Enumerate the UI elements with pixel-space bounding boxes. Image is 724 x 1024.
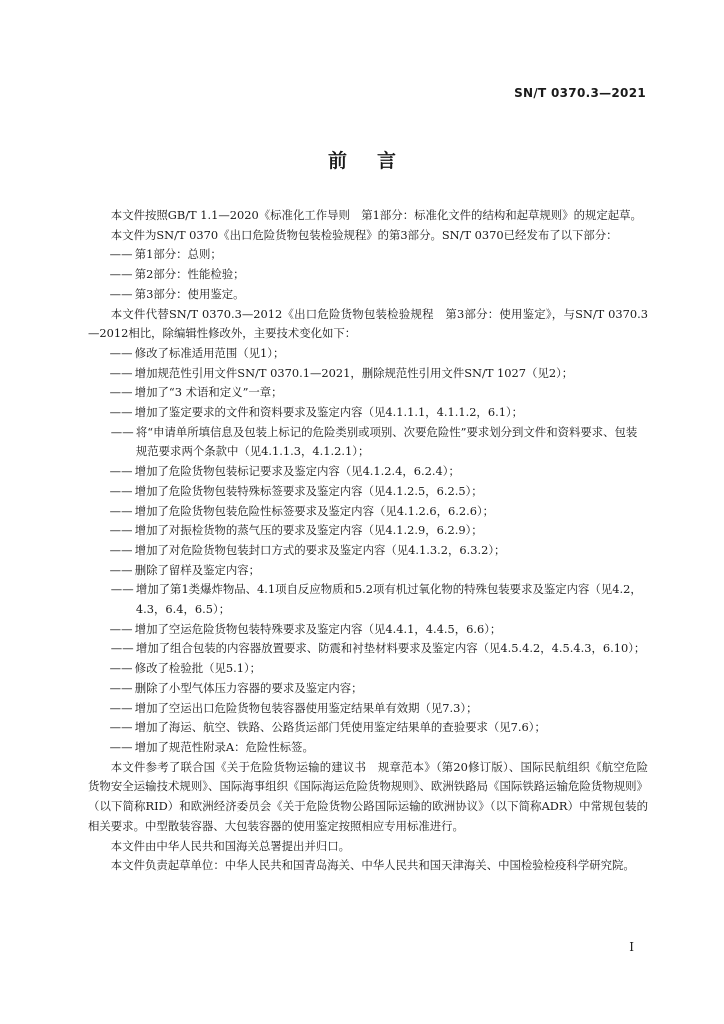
list-dash: —— xyxy=(109,345,133,360)
list-item: —— 删除了留样及鉴定内容； xyxy=(88,561,648,581)
list-dash: —— xyxy=(109,405,133,420)
changes-list xyxy=(88,344,648,758)
list-item: —— 增加了第1类爆炸物品、4.1项自反应物质和5.2项有机过氧化物的特殊包装要求及鉴定内容（见4.2，4.3，6.4，6.5）； xyxy=(110,582,642,617)
list-dash: —— xyxy=(110,424,134,439)
list-dash: —— xyxy=(109,286,133,301)
list-item: —— 增加规范性引用文件SN/T 0370.1—2021，删除规范性引用文件SN/T 1027（见2）； xyxy=(88,364,648,384)
list-dash: —— xyxy=(109,739,133,754)
list-item: —— 删除了小型气体压力容器的要求及鉴定内容； xyxy=(88,679,648,699)
list-item: —— 第1部分：总则； xyxy=(88,245,648,265)
list-item: —— 第3部分：使用鉴定。 xyxy=(88,285,648,305)
list-item: —— 增加了规范性附录A：危险性标签。 xyxy=(88,738,648,758)
list-item: —— 增加了对振检货物的蒸气压的要求及鉴定内容（见4.1.2.9，6.2.9）； xyxy=(88,521,648,541)
list-item: —— 增加了海运、航空、铁路、公路货运部门凭使用鉴定结果单的查验要求（见7.6）； xyxy=(88,718,648,738)
list-item: —— 增加了空运出口危险货物包装容器使用鉴定结果单有效期（见7.3）； xyxy=(88,699,648,719)
standard-code: SN/T 0370.3—2021 xyxy=(514,86,646,100)
list-dash: —— xyxy=(109,267,133,282)
list-dash: —— xyxy=(110,641,134,656)
list-item: —— 修改了检验批（见5.1）； xyxy=(88,659,648,679)
list-dash: —— xyxy=(109,680,133,695)
paragraph-drafting-rules: 本文件按照GB/T 1.1—2020《标准化工作导则 第1部分：标准化文件的结构和起草规则》的规定起草。 xyxy=(110,208,642,222)
foreword-body xyxy=(88,206,648,876)
list-dash: —— xyxy=(109,661,133,676)
list-item: —— 增加了组合包装的内容器放置要求、防震和衬垫材料要求及鉴定内容（见4.5.4.2，4.5.4.3，6.10）； xyxy=(88,639,648,659)
paragraph-drafting-units: 本文件负责起草单位：中华人民共和国青岛海关、中华人民共和国天津海关、中国检验检疫科学研究院。 xyxy=(110,858,635,873)
list-dash: —— xyxy=(109,621,133,636)
list-dash: —— xyxy=(109,503,133,518)
page-title: 前言 xyxy=(327,150,426,172)
list-item: —— 将“申请单所填信息及包装上标记的危险类别或项别、次要危险性”要求划分到文件和资料要求、包装规范要求两个条款中（见4.1.1.3，4.1.2.1）； xyxy=(110,424,638,459)
paragraph-references: 本文件参考了联合国《关于危险货物运输的建议书 规章范本》（第20修订版）、国际民航组织《航空危险货物安全运输技术规则》、国际海事组织《国际海运危险货物规则》、欧洲铁路局《国际铁路运输危险货物规则》（以下简称RID）和欧洲经济委员会《关于危险货物公路国际运输的欧洲协议》（以下简称ADR）中常规包装的相关要求。中型散装容器、大包装容器的使用鉴定按照相应专用标准进行。 xyxy=(88,759,648,833)
paragraph-replacement: 本文件代替SN/T 0370.3—2012《出口危险货物包装检验规程 第3部分：使用鉴定》，与SN/T 0370.3—2012相比，除编辑性修改外，主要技术变化如下： xyxy=(88,306,648,341)
list-item: —— 增加了危险货物包装危险性标签要求及鉴定内容（见4.1.2.6，6.2.6）； xyxy=(88,502,648,522)
list-dash: —— xyxy=(109,483,133,498)
list-dash: —— xyxy=(109,562,133,577)
parts-list xyxy=(88,245,648,304)
list-item: —— 增加了鉴定要求的文件和资料要求及鉴定内容（见4.1.1.1，4.1.1.2，6.1）； xyxy=(88,403,648,423)
list-dash: —— xyxy=(109,385,133,400)
list-dash: —— xyxy=(109,700,133,715)
list-dash: —— xyxy=(109,247,133,262)
list-item: —— 第2部分：性能检验； xyxy=(88,265,648,285)
list-dash: —— xyxy=(109,523,133,538)
list-item: —— 增加了空运危险货物包装特殊要求及鉴定内容（见4.4.1，4.4.5，6.6）； xyxy=(88,620,648,640)
list-item: —— 增加了危险货物包装标记要求及鉴定内容（见4.1.2.4，6.2.4）； xyxy=(88,462,648,482)
list-dash: —— xyxy=(109,542,133,557)
list-dash: —— xyxy=(109,365,133,380)
list-item: —— 增加了危险货物包装特殊标签要求及鉴定内容（见4.1.2.5，6.2.5）； xyxy=(88,482,648,502)
list-item: —— 增加了“3 术语和定义”一章； xyxy=(88,383,648,403)
list-item: —— 增加了对危险货物包装封口方式的要求及鉴定内容（见4.1.3.2，6.3.2）； xyxy=(88,541,648,561)
list-dash: —— xyxy=(110,582,134,597)
paragraph-parts-intro: 本文件为SN/T 0370《出口危险货物包装检验规程》的第3部分。SN/T 0370已经发布了以下部分： xyxy=(110,227,618,242)
page-number: I xyxy=(629,940,634,954)
list-dash: —— xyxy=(109,720,133,735)
list-item: —— 修改了标准适用范围（见1）； xyxy=(88,344,648,364)
paragraph-proposer: 本文件由中华人民共和国海关总署提出并归口。 xyxy=(110,838,351,853)
list-dash: —— xyxy=(109,464,133,479)
